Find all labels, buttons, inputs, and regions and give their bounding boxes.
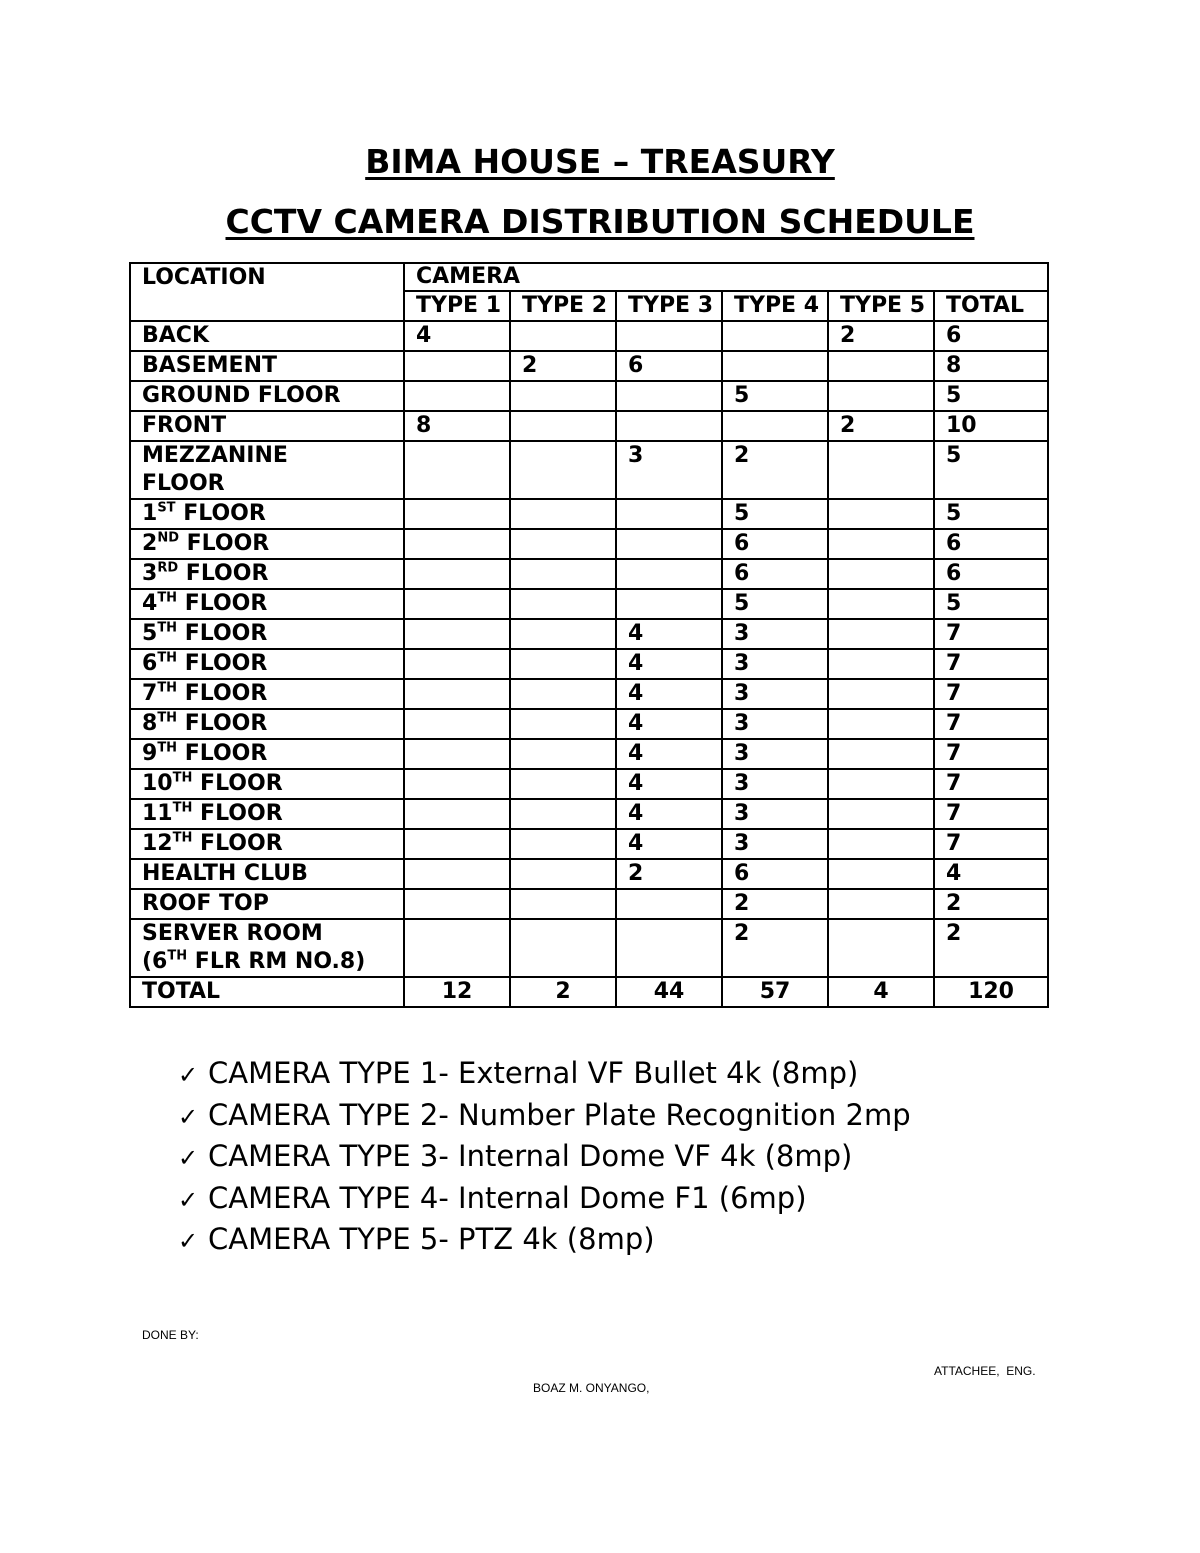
type-1-count <box>404 739 510 769</box>
row-total: 5 <box>934 499 1048 529</box>
totals-row <box>130 977 1048 1007</box>
location-name: 8 <box>142 711 158 736</box>
location-cell <box>130 799 404 829</box>
table-row <box>130 499 1048 529</box>
location-name-rest: FLOOR <box>178 531 270 556</box>
ordinal-suffix: TH <box>172 770 193 786</box>
type-2-count <box>510 529 616 559</box>
row-total: 7 <box>934 739 1048 769</box>
location-name: ROOF TOP <box>142 891 269 916</box>
type-1-count <box>404 709 510 739</box>
type-5-count <box>828 859 934 889</box>
type-3-count <box>616 499 722 529</box>
type-2-count <box>510 769 616 799</box>
type-2-count <box>510 441 616 499</box>
type-5-count <box>828 829 934 859</box>
type-2-count <box>510 799 616 829</box>
legend-item <box>178 1220 911 1262</box>
type-5-count <box>828 889 934 919</box>
type-3-count <box>616 589 722 619</box>
legend-text: CAMERA TYPE 4- Internal Dome F1 (6mp) <box>208 1180 807 1215</box>
type-2-count <box>510 919 616 977</box>
type-4-count: 3 <box>722 769 828 799</box>
table-row <box>130 799 1048 829</box>
location-name: 10 <box>142 771 173 796</box>
location-name: SERVER ROOM <box>142 921 323 946</box>
type-5-count <box>828 649 934 679</box>
camera-group-header: CAMERA <box>404 263 1048 291</box>
legend-text: CAMERA TYPE 2- Number Plate Recognition 2mp <box>208 1097 911 1132</box>
total-type-4: 57 <box>722 977 828 1007</box>
table-row <box>130 381 1048 411</box>
location-cell <box>130 649 404 679</box>
location-cell <box>130 381 404 411</box>
type-1-count <box>404 829 510 859</box>
row-total: 5 <box>934 381 1048 411</box>
location-cell <box>130 769 404 799</box>
type-4-count: 2 <box>722 441 828 499</box>
location-name: FRONT <box>142 413 227 438</box>
location-cell <box>130 859 404 889</box>
location-name-line2-rest: FLR RM NO.8) <box>187 949 366 974</box>
type-2-count <box>510 739 616 769</box>
type-4-count: 2 <box>722 889 828 919</box>
location-name: 11 <box>142 801 173 826</box>
type-3-count: 3 <box>616 441 722 499</box>
type-5-count <box>828 739 934 769</box>
type-2-count <box>510 679 616 709</box>
type-1-count: 4 <box>404 321 510 351</box>
type-1-count <box>404 769 510 799</box>
type-3-count: 4 <box>616 619 722 649</box>
type-3-count: 4 <box>616 769 722 799</box>
row-total: 7 <box>934 679 1048 709</box>
type-2-count <box>510 859 616 889</box>
type-1-header: TYPE 1 <box>404 291 510 321</box>
ordinal-suffix: TH <box>157 680 178 696</box>
type-5-count <box>828 769 934 799</box>
type-5-count <box>828 589 934 619</box>
location-name-rest: FLOOR <box>192 801 283 826</box>
ordinal-suffix: TH <box>157 620 178 636</box>
location-name: 12 <box>142 831 173 856</box>
document-subtitle: CCTV CAMERA DISTRIBUTION SCHEDULE <box>225 202 975 241</box>
row-total: 6 <box>934 559 1048 589</box>
type-1-count <box>404 619 510 649</box>
location-cell <box>130 529 404 559</box>
total-type-1: 12 <box>404 977 510 1007</box>
done-by-label: DONE BY: <box>142 1328 199 1342</box>
table-row <box>130 321 1048 351</box>
location-name: BASEMENT <box>142 353 278 378</box>
totals-label: TOTAL <box>130 977 404 1007</box>
type-4-count: 3 <box>722 799 828 829</box>
legend-text: CAMERA TYPE 1- External VF Bullet 4k (8mp) <box>208 1056 859 1090</box>
table-row <box>130 411 1048 441</box>
table-row <box>130 351 1048 381</box>
type-4-count: 6 <box>722 559 828 589</box>
location-name-rest: FLOOR <box>177 621 268 646</box>
location-cell <box>130 919 404 977</box>
type-5-count <box>828 679 934 709</box>
legend-item <box>178 1179 911 1221</box>
type-1-count <box>404 649 510 679</box>
table-row <box>130 559 1048 589</box>
table-row <box>130 589 1048 619</box>
location-name: 6 <box>142 651 158 676</box>
type-2-count <box>510 499 616 529</box>
checkmark-icon: ✓ <box>178 1061 199 1089</box>
table-row <box>130 769 1048 799</box>
checkmark-icon: ✓ <box>178 1102 199 1131</box>
location-cell <box>130 619 404 649</box>
legend-text: CAMERA TYPE 3- Internal Dome VF 4k (8mp) <box>208 1139 853 1173</box>
row-total: 10 <box>934 411 1048 441</box>
type-5-count <box>828 559 934 589</box>
type-3-count <box>616 411 722 441</box>
type-2-count <box>510 649 616 679</box>
type-3-count <box>616 321 722 351</box>
location-name: 4 <box>142 591 158 616</box>
type-5-count <box>828 799 934 829</box>
type-1-count <box>404 919 510 977</box>
row-total: 2 <box>934 919 1048 977</box>
type-4-count <box>722 411 828 441</box>
row-total: 6 <box>934 321 1048 351</box>
type-5-count <box>828 381 934 411</box>
location-name-rest: FLOOR <box>192 771 283 796</box>
legend-item <box>178 1096 911 1138</box>
type-3-count: 4 <box>616 649 722 679</box>
type-1-count <box>404 529 510 559</box>
table-row <box>130 889 1048 919</box>
table-row <box>130 829 1048 859</box>
type-3-count: 4 <box>616 679 722 709</box>
location-cell <box>130 351 404 381</box>
type-1-count <box>404 589 510 619</box>
row-total: 5 <box>934 441 1048 499</box>
type-2-count <box>510 829 616 859</box>
type-3-count: 6 <box>616 351 722 381</box>
type-1-count <box>404 351 510 381</box>
type-5-count <box>828 351 934 381</box>
type-2-count <box>510 889 616 919</box>
type-4-count: 3 <box>722 739 828 769</box>
location-name-rest: FLOOR <box>177 651 268 676</box>
location-cell <box>130 321 404 351</box>
type-3-count <box>616 889 722 919</box>
type-4-count: 6 <box>722 529 828 559</box>
type-1-count <box>404 889 510 919</box>
ordinal-suffix: ND <box>157 530 179 546</box>
table-row <box>130 529 1048 559</box>
location-header: LOCATION <box>130 263 404 321</box>
location-cell <box>130 739 404 769</box>
row-total: 7 <box>934 619 1048 649</box>
type-3-count <box>616 919 722 977</box>
row-total: 6 <box>934 529 1048 559</box>
type-1-count <box>404 441 510 499</box>
type-2-count <box>510 411 616 441</box>
type-5-count: 2 <box>828 411 934 441</box>
type-5-count <box>828 441 934 499</box>
location-name-line2: FLOOR <box>142 471 225 496</box>
type-3-count <box>616 529 722 559</box>
location-name: 2 <box>142 531 158 556</box>
type-4-count: 3 <box>722 619 828 649</box>
type-3-count: 4 <box>616 739 722 769</box>
total-type-3: 44 <box>616 977 722 1007</box>
type-4-count: 3 <box>722 709 828 739</box>
table-row <box>130 619 1048 649</box>
total-type-2: 2 <box>510 977 616 1007</box>
location-name: 1 <box>142 501 158 526</box>
type-4-count: 2 <box>722 919 828 977</box>
type-5-count: 2 <box>828 321 934 351</box>
type-5-count <box>828 619 934 649</box>
type-4-count: 5 <box>722 381 828 411</box>
ordinal-suffix: TH <box>167 948 188 964</box>
ordinal-suffix: TH <box>157 590 178 606</box>
table-row <box>130 649 1048 679</box>
location-cell <box>130 441 404 499</box>
location-cell <box>130 709 404 739</box>
location-name-rest: FLOOR <box>177 741 268 766</box>
location-name: MEZZANINE <box>142 443 288 468</box>
location-name: HEALTH CLUB <box>142 861 308 886</box>
location-name: 3 <box>142 561 158 586</box>
location-name: BACK <box>142 323 209 348</box>
type-3-header: TYPE 3 <box>616 291 722 321</box>
ordinal-suffix: TH <box>157 650 178 666</box>
row-total: 4 <box>934 859 1048 889</box>
type-4-count: 3 <box>722 649 828 679</box>
row-total: 8 <box>934 351 1048 381</box>
checkmark-icon: ✓ <box>178 1185 199 1214</box>
location-cell <box>130 411 404 441</box>
type-5-header: TYPE 5 <box>828 291 934 321</box>
type-4-count: 5 <box>722 589 828 619</box>
row-total: 7 <box>934 769 1048 799</box>
type-1-count <box>404 679 510 709</box>
ordinal-suffix: TH <box>157 740 178 756</box>
type-1-count <box>404 799 510 829</box>
type-2-count <box>510 619 616 649</box>
ordinal-suffix: TH <box>172 800 193 816</box>
type-4-count <box>722 321 828 351</box>
document-title: BIMA HOUSE – TREASURY <box>365 142 835 181</box>
table-row <box>130 441 1048 499</box>
type-4-count: 3 <box>722 829 828 859</box>
type-2-count <box>510 381 616 411</box>
location-name: GROUND FLOOR <box>142 383 341 408</box>
legend-item <box>178 1137 911 1179</box>
type-5-count <box>828 919 934 977</box>
type-2-count <box>510 559 616 589</box>
type-4-count: 6 <box>722 859 828 889</box>
location-name-rest: FLOOR <box>177 681 268 706</box>
type-2-count <box>510 589 616 619</box>
table-row <box>130 739 1048 769</box>
row-total: 7 <box>934 649 1048 679</box>
type-2-count <box>510 321 616 351</box>
ordinal-suffix: TH <box>157 710 178 726</box>
location-name: 9 <box>142 741 158 766</box>
camera-distribution-table <box>129 262 1049 1008</box>
type-3-count: 4 <box>616 709 722 739</box>
type-4-count <box>722 351 828 381</box>
type-2-count: 2 <box>510 351 616 381</box>
row-total: 7 <box>934 829 1048 859</box>
row-total: 2 <box>934 889 1048 919</box>
total-type-5: 4 <box>828 977 934 1007</box>
ordinal-suffix: RD <box>157 560 179 576</box>
type-5-count <box>828 709 934 739</box>
signatory-name: BOAZ M. ONYANGO, <box>533 1381 650 1395</box>
type-3-count: 4 <box>616 829 722 859</box>
row-total: 7 <box>934 709 1048 739</box>
location-name-rest: FLOOR <box>178 561 269 586</box>
location-cell <box>130 889 404 919</box>
type-3-count <box>616 559 722 589</box>
type-1-count <box>404 499 510 529</box>
camera-type-legend <box>178 1054 911 1262</box>
ordinal-suffix: ST <box>157 500 176 516</box>
location-cell <box>130 559 404 589</box>
total-header: TOTAL <box>934 291 1048 321</box>
location-cell <box>130 499 404 529</box>
type-4-count: 5 <box>722 499 828 529</box>
location-name-rest: FLOOR <box>192 831 283 856</box>
legend-item <box>178 1054 911 1096</box>
row-total: 7 <box>934 799 1048 829</box>
location-cell <box>130 679 404 709</box>
type-2-header: TYPE 2 <box>510 291 616 321</box>
table-row <box>130 859 1048 889</box>
location-name-rest: FLOOR <box>177 591 268 616</box>
type-3-count <box>616 381 722 411</box>
table-row <box>130 919 1048 977</box>
signatory-role: ATTACHEE, ENG. <box>934 1364 1036 1378</box>
type-4-header: TYPE 4 <box>722 291 828 321</box>
type-1-count: 8 <box>404 411 510 441</box>
location-cell <box>130 589 404 619</box>
type-3-count: 2 <box>616 859 722 889</box>
type-5-count <box>828 529 934 559</box>
checkmark-icon: ✓ <box>178 1144 199 1172</box>
ordinal-suffix: TH <box>172 830 193 846</box>
type-1-count <box>404 559 510 589</box>
location-name-line2: (6 <box>142 949 168 974</box>
table-row <box>130 709 1048 739</box>
grand-total: 120 <box>934 977 1048 1007</box>
type-2-count <box>510 709 616 739</box>
location-name: 5 <box>142 621 158 646</box>
location-name: 7 <box>142 681 158 706</box>
location-name-rest: FLOOR <box>175 501 266 526</box>
row-total: 5 <box>934 589 1048 619</box>
location-cell <box>130 829 404 859</box>
checkmark-icon: ✓ <box>178 1227 199 1255</box>
legend-text: CAMERA TYPE 5- PTZ 4k (8mp) <box>208 1222 655 1256</box>
type-1-count <box>404 381 510 411</box>
type-3-count: 4 <box>616 799 722 829</box>
type-5-count <box>828 499 934 529</box>
type-1-count <box>404 859 510 889</box>
table-row <box>130 679 1048 709</box>
type-4-count: 3 <box>722 679 828 709</box>
location-name-rest: FLOOR <box>177 711 268 736</box>
